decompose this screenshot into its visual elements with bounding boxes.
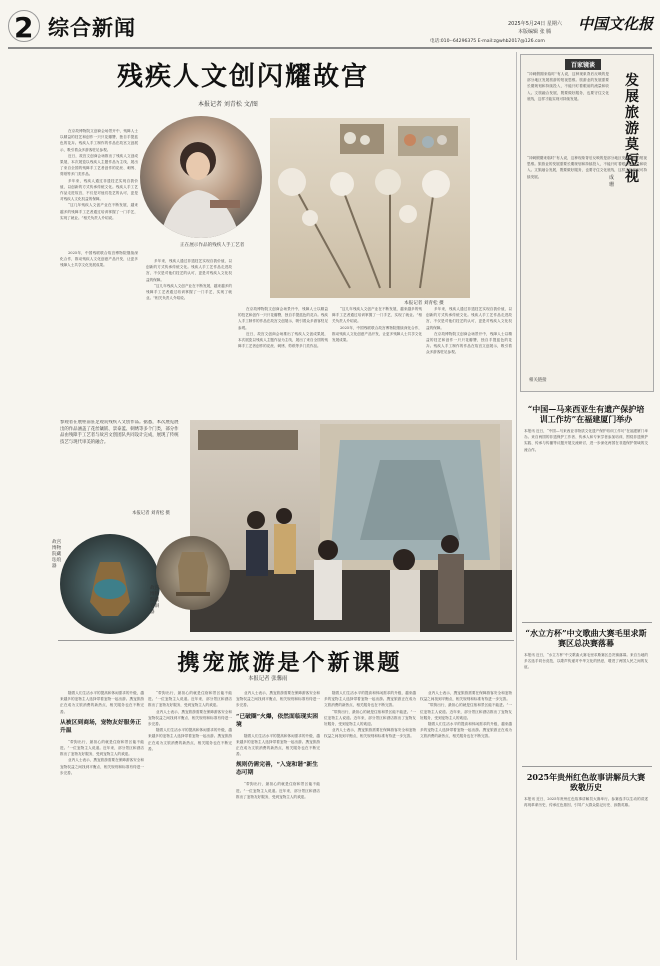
enamel-vase-icon xyxy=(60,534,160,634)
news-divider-1 xyxy=(522,622,652,623)
news-title-2: “水立方杯”中文歌曲大赛毛里求斯赛区总决赛落幕 xyxy=(525,628,647,648)
masthead-rule xyxy=(8,47,652,49)
paragraph: 2025年，中国残联联合故宫博物院继续深化合作，推动残疾人文化创意产品开发，让更多残障人士共享文化发展成果。 xyxy=(60,251,138,268)
paragraph: 在京故博物院文创商会场景开中，残障人士以精益的技艺和创作一只只花瓣簪，独自手提蓝色的花卉。残疾人手工制作的作品在故宫文创展示，吸引着众多游客驻足参观。 xyxy=(238,307,328,330)
news-title-3: 2025年贵州红色故事讲解员大赛 致敬历史 xyxy=(526,772,646,792)
date-line: 2025年5月24日 星期六 xyxy=(508,21,562,27)
section-title: 综合新闻 xyxy=(48,15,136,40)
masthead xyxy=(0,0,660,48)
main-title: 残疾人文创闪耀故宫 xyxy=(116,62,369,92)
paragraph: 业内人士表示，携宠旅游需要在保障游客安全和宠物权益之间找到平衡点，相关规则和标准有待进一步完善。 xyxy=(324,728,416,739)
paragraph: 业内人士表示，携宠旅游需要在保障游客安全和宠物权益之间找到平衡点，相关规则和标准有待进一步完善。 xyxy=(420,691,512,702)
travel-body-col1 xyxy=(60,690,144,958)
paragraph: 2025年，中国残联联合故宫博物院继续深化合作，推动残疾人文化创意产品开发，让更多残障人士共享文化发展成果。 xyxy=(332,325,422,343)
paragraph: 业内人士表示，携宠旅游需要在保障游客安全和宠物权益之间找到平衡点，相关规则和标准有待进一步完善。 xyxy=(148,709,232,727)
artifact-round-photo-2 xyxy=(156,536,230,610)
page-number: 2 xyxy=(14,11,34,44)
portrait-photo xyxy=(140,116,262,238)
news-body-3: 本报讯 近日，2025年贵州红色故事讲解员大赛举行。参赛选手以生动的讲述再现革命历史，传承红色基因，引导广大群众铭记历史、致敬英雄。 xyxy=(524,797,648,808)
artifact-round-photo-1 xyxy=(60,534,160,634)
news-body-2: 本报讯 近日，“水立方杯”中文歌曲大赛毛里求斯赛区总决赛落幕。来自当地的多名选手同台竞技，以歌声传递对中华文化的热爱，增进了两国人民之间的友谊。 xyxy=(524,653,648,670)
paragraph: “带狗出行，最担心的就是住宿和景区能不能进。”一位宠物主人说道。近年来，部分景区和酒店推出了宠物友好服务，受到宠物主人的欢迎。 xyxy=(148,691,232,708)
paragraph: “这几年残疾人文创产业在不断发展，越来越多的残障手工艺者通过培训掌握了一门手艺，实现了就业。”相关负责人介绍说。 xyxy=(60,203,138,220)
paragraph: 业内人士表示，携宠旅游需要在保障游客安全和宠物权益之间找到平衡点，相关规则和标准有待进一步完善。 xyxy=(60,758,144,775)
hairpin-artwork-icon xyxy=(270,118,470,298)
paragraph: “这几年残疾人文创产业在不断发展，越来越多的残障手工艺者通过培训掌握了一门手艺，实现了就业。”相关负责人介绍说。 xyxy=(332,307,422,324)
paragraph: 在京故博物院文创商会场景开中，残障人士以精益的技艺和创作一只只花瓣簪，独自手提蓝色的花卉。残疾人手工制作的作品在故宫文创展示，吸引着众多游客驻足参观。 xyxy=(426,331,512,355)
commentary-tag: 百家镜谈 xyxy=(565,59,601,70)
main-body-col5 xyxy=(332,306,422,418)
paragraph: 多年来，残疾人通过非遗技艺实现自我价值，以创新的方式传承传统文化。残疾人手工艺作品走进故宫，不仅是对他们技艺的认可，更是对残疾人文化权益的保障。 xyxy=(146,259,232,282)
paragraph: “带狗出行，最担心的就是住宿和景区能不能进。”一位宠物主人说道。近年来，部分景区和酒店推出了宠物友好服务，受到宠物主人的欢迎。 xyxy=(236,782,320,799)
paragraph: “这几年残疾人文创产业在不断发展，越来越多的残障手工艺者通过培训掌握了一门手艺，实现了就业。”相关负责人介绍说。 xyxy=(146,283,232,301)
news-body-1: 本报讯 近日，“中国—马来西亚非物质文化遗产保护培训工作坊”在福建厦门举办。来自两国的非遗保护工作者、传承人和专家学者参加培训，围绕非遗保护实践、传承与传播等议题开展交流研讨，进一步深化两国在非遗保护领域的交流合作。 xyxy=(524,429,648,452)
main-body-col4 xyxy=(238,306,328,418)
travel-body-col3 xyxy=(236,690,320,958)
paragraph: 多年来，残疾人通过非遗技艺实现自我价值，以创新的方式传承传统文化。残疾人手工艺作品走进故宫，不仅是对他们技艺的认可，更是对残疾人文化权益的保障。 xyxy=(60,178,138,202)
commentary-box xyxy=(520,54,654,392)
commentary-author: 成 珊 xyxy=(609,175,615,188)
main-body-col3 xyxy=(146,258,232,418)
paragraph: 在京故博物院文创商会场景开中，残障人士以精益的技艺和创作一只只花瓣簪，独自手提蓝色的花卉。残疾人手工制作的作品在故宫文创展示，吸引着众多游客驻足参观。 xyxy=(60,129,138,152)
commentary-title: 发展旅游莫短视 xyxy=(625,73,639,185)
paragraph: 随着人们生活水平的提高和休闲需求的升级，越来越多的宠物主人选择带着宠物一起出游。携宠旅游正在成为文旅消费的新热点，相关服务也在不断完善。 xyxy=(148,728,232,751)
main-byline: 本报记者 刘青松 文/图 xyxy=(198,101,258,108)
artifact-caption-2: 故宫博物院藏青铜器 xyxy=(150,586,160,615)
paragraph: 近日，故宫文创商会场推出了残疾人文创成果展，本次展览以残疾人主题作品为主线，展出了来自全国的残障手工艺者创作的花丝、刺绣、剪纸等多门类作品。 xyxy=(60,153,138,177)
travel-title: 携宠旅游是个新课题 xyxy=(177,650,403,676)
news-divider-2 xyxy=(522,766,652,767)
artisan-portrait-icon xyxy=(140,116,262,238)
column-divider xyxy=(516,52,517,960)
paragraph: 多年来，残疾人通过非遗技艺实现自我价值，以创新的方式传承传统文化。残疾人手工艺作品走进故宫，不仅是对他们技艺的认可，更是对残疾人文化权益的保障。 xyxy=(426,307,512,330)
paragraph: “带狗出行，最担心的就是住宿和景区能不能进。”一位宠物主人说道。近年来，部分景区和酒店推出了宠物友好服务，受到宠物主人的欢迎。 xyxy=(60,739,144,757)
editors-line: 本版编辑 张 腾 xyxy=(518,29,552,35)
paragraph: 近日，故宫文创商会场推出了残疾人文创成果展，本次展览以残疾人主题作品为主线，展出了来自全国的残障手工艺者创作的花丝、刺绣、剪纸等多门类作品。 xyxy=(238,331,328,349)
paragraph: 随着人们生活水平的提高和休闲需求的升级，越来越多的宠物主人选择带着宠物一起出游。携宠旅游正在成为文旅消费的新热点，相关服务也在不断完善。 xyxy=(420,722,512,739)
commentary-body: “冲刺假期来临时”有人说，这种现象背后反映的是部分地区发展旅游的短视思维。旅游业的发展需要长期规划和持续投入，不能只盯着眼前的流量和收入。文旅融合发展，既要做好服务，也要守住文化底线，这样才能实现可持续发展。 xyxy=(527,72,609,101)
travel-body-col4 xyxy=(324,690,416,958)
main-body-col6 xyxy=(426,306,512,418)
paragraph: 随着人们生活水平的提高和休闲需求的升级，越来越多的宠物主人选择带着宠物一起出游。携宠旅游正在成为文旅消费的新热点，相关服务也在不断完善。 xyxy=(60,691,144,714)
paragraph: 业内人士表示，携宠旅游需要在保障游客安全和宠物权益之间找到平衡点，相关规则和标准有待进一步完善。 xyxy=(236,691,320,708)
page-number-ring xyxy=(8,10,40,42)
artifact-caption-1: 故宫博物院藏珐琅器 xyxy=(52,540,62,569)
travel-subhead-2: “已破圈”火爆，依然面临现实困境 xyxy=(236,713,319,728)
exhibition-photo xyxy=(190,420,512,632)
travel-body-col2 xyxy=(148,690,232,958)
artwork-caption: 本报记者 刘青松 摄 xyxy=(404,301,444,306)
section-divider xyxy=(58,640,514,641)
paragraph: “带狗出行，最担心的就是住宿和景区能不能进。”一位宠物主人说道。近年来，部分景区和酒店推出了宠物友好服务，受到宠物主人的欢迎。 xyxy=(324,709,416,727)
exhibition-scene-icon xyxy=(190,420,512,632)
travel-byline: 本报记者 张馨雨 xyxy=(248,676,288,682)
travel-subhead-1: 从被区到商场，宠物友好服务正升温 xyxy=(60,719,142,734)
exhibit-caption-credit: 本报记者 刘青松 摄 xyxy=(132,511,170,516)
commentary-footnote: 相关链接 xyxy=(529,378,547,383)
contact-line: 电话:010--64296375 E-mail:zgwhb2017@126.com xyxy=(430,39,545,44)
portrait-caption: 正在展示作品的残疾人手工艺者 xyxy=(180,243,245,248)
paragraph: 随着人们生活水平的提高和休闲需求的升级，越来越多的宠物主人选择带着宠物一起出游。携宠旅游正在成为文旅消费的新热点，相关服务也在不断完善。 xyxy=(324,691,416,708)
exhibit-caption: 参观者在展柜前驻足观赏残疾人文创作品。据悉，本次展览展出的作品涵盖了花丝镶嵌、景泰蓝、刺绣等多个门类，部分作品由残障手工艺者与故宫文创团队共同设计完成，展现了传统技艺与现代审美的融合。 xyxy=(60,420,179,445)
paragraph: “带狗出行，最担心的就是住宿和景区能不能进。”一位宠物主人说道。近年来，部分景区和酒店推出了宠物友好服务，受到宠物主人的欢迎。 xyxy=(420,703,512,720)
newspaper-logo: 中国文化报 xyxy=(578,15,654,33)
news-title-1: “中国—马来西亚生有遗产保护培训工作坊”在福建厦门举办 xyxy=(527,404,645,424)
travel-body-col5 xyxy=(420,690,512,958)
artwork-photo xyxy=(270,118,470,298)
main-body-col2 xyxy=(60,250,138,410)
travel-subhead-3: 规则仍需完善，“入宠和谐”新生态可期 xyxy=(236,762,319,777)
bronze-vessel-icon xyxy=(156,536,230,610)
commentary-body-2: “冲刺假期来临时”有人说，这种现象背后反映的是部分地区发展旅游的短视思维。旅游业的发展需要长期规划和持续投入，不能只盯着眼前的流量和收入。文旅融合发展，既要做好服务，也要守住文化底线，这样才能实现可持续发展。 xyxy=(527,156,647,179)
paragraph: 随着人们生活水平的提高和休闲需求的升级，越来越多的宠物主人选择带着宠物一起出游。携宠旅游正在成为文旅消费的新热点，相关服务也在不断完善。 xyxy=(236,733,320,757)
